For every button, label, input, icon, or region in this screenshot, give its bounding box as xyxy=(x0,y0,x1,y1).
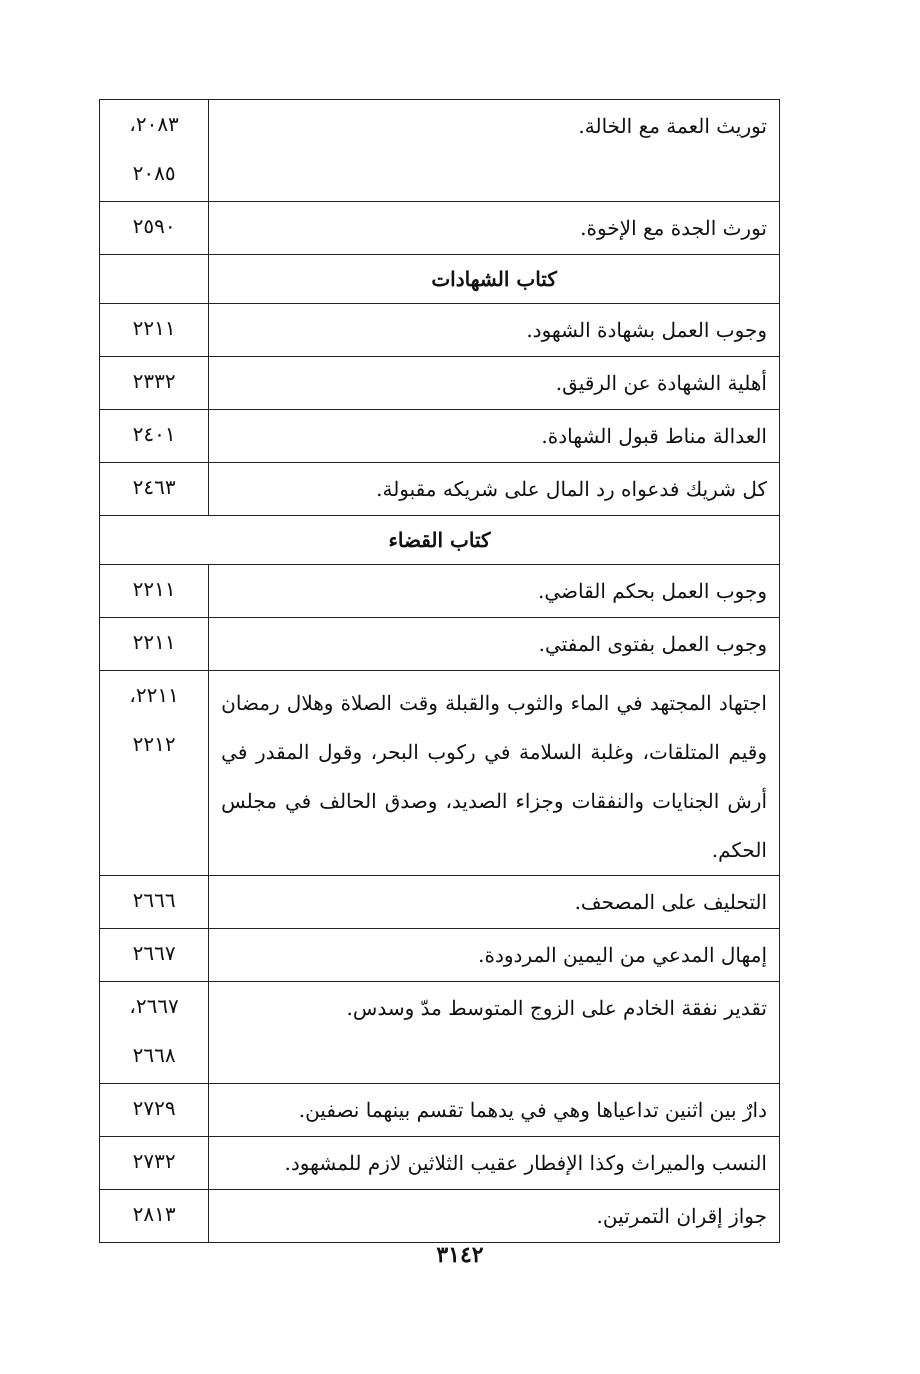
topic-cell: أهلية الشهادة عن الرقيق. xyxy=(209,357,780,410)
section-heading: كتاب الشهادات xyxy=(209,255,780,304)
table-row xyxy=(100,565,780,618)
section-heading-row xyxy=(100,516,780,565)
topic-cell: دارٌ بين اثنين تداعياها وهي في يدهما تقسم بينهما نصفين. xyxy=(209,1084,780,1137)
table-row xyxy=(100,410,780,463)
page-ref-cell xyxy=(100,410,209,463)
topic-cell: تورث الجدة مع الإخوة. xyxy=(209,202,780,255)
page-number: ٣١٤٢ xyxy=(436,1242,484,1268)
page-ref-cell xyxy=(100,202,209,255)
table-row xyxy=(100,304,780,357)
section-heading: كتاب القضاء xyxy=(100,516,780,565)
page-ref-cell xyxy=(100,671,209,876)
topic-cell: وجوب العمل بحكم القاضي. xyxy=(209,565,780,618)
page-ref-cell xyxy=(100,982,209,1084)
table-row xyxy=(100,357,780,410)
page-ref-cell xyxy=(100,1084,209,1137)
topic-cell: التحليف على المصحف. xyxy=(209,876,780,929)
page-ref: ٢٤٦٣ xyxy=(132,475,176,499)
table-row xyxy=(100,1084,780,1137)
page-ref-cell xyxy=(100,463,209,516)
table-row xyxy=(100,202,780,255)
section-heading-row xyxy=(100,255,780,304)
page-ref-cell xyxy=(100,618,209,671)
page-ref: ٢٧٣٢ xyxy=(132,1149,176,1173)
topic-cell: النسب والميراث وكذا الإفطار عقيب الثلاثين لازم للمشهود. xyxy=(209,1137,780,1190)
page-ref: ٢٠٨٥ xyxy=(132,161,176,185)
page-ref-cell xyxy=(100,100,209,202)
topic-cell: وجوب العمل بشهادة الشهود. xyxy=(209,304,780,357)
table-row xyxy=(100,876,780,929)
page-ref-cell xyxy=(100,565,209,618)
table-row xyxy=(100,1137,780,1190)
table-row xyxy=(100,618,780,671)
topic-cell: العدالة مناط قبول الشهادة. xyxy=(209,410,780,463)
page-ref: ٢٧٢٩ xyxy=(132,1096,176,1120)
topic-cell: توريث العمة مع الخالة. xyxy=(209,100,780,202)
page-ref: ٢٢١١ xyxy=(132,316,176,340)
topic-cell: تقدير نفقة الخادم على الزوج المتوسط مدّ وسدس. xyxy=(209,982,780,1084)
page-ref-cell xyxy=(100,357,209,410)
topic-cell: وجوب العمل بفتوى المفتي. xyxy=(209,618,780,671)
table-row xyxy=(100,982,780,1084)
page-ref: ٢٦٦٧، xyxy=(129,994,179,1018)
page-ref: ٢٢١٢ xyxy=(132,732,176,756)
page-ref: ٢٨١٣ xyxy=(132,1202,176,1226)
page-ref-cell xyxy=(100,1190,209,1243)
table-row xyxy=(100,929,780,982)
page-ref-cell xyxy=(100,304,209,357)
page-ref: ٢٦٦٨ xyxy=(132,1043,176,1067)
table-row xyxy=(100,671,780,876)
page-ref: ٢٢١١ xyxy=(132,630,176,654)
page-ref: ٢٥٩٠ xyxy=(132,214,176,238)
page-ref: ٢٦٦٦ xyxy=(132,888,176,912)
topic-cell: جواز إقران التمرتين. xyxy=(209,1190,780,1243)
page-ref-cell xyxy=(100,1137,209,1190)
table-row xyxy=(100,1190,780,1243)
page-ref-cell xyxy=(100,876,209,929)
topic-cell: اجتهاد المجتهد في الماء والثوب والقبلة وقت الصلاة وهلال رمضان وقيم المتلقات، وغلبة السلامة في ركوب البحر، وقول المقدر في أرش الجنايات والنفقات وجزاء الصديد، وصدق الحالف في مجلس الحكم. xyxy=(209,671,780,876)
index-table xyxy=(99,99,780,1243)
page-ref: ٢٢١١، xyxy=(129,683,179,707)
page-ref: ٢٣٣٢ xyxy=(132,369,176,393)
page-ref: ٢٦٦٧ xyxy=(132,941,176,965)
topic-cell: إمهال المدعي من اليمين المردودة. xyxy=(209,929,780,982)
table-row xyxy=(100,100,780,202)
page-ref-cell xyxy=(100,929,209,982)
page-ref: ٢٠٨٣، xyxy=(129,112,179,136)
page-ref: ٢٤٠١ xyxy=(132,422,176,446)
page-ref: ٢٢١١ xyxy=(132,577,176,601)
table-row xyxy=(100,463,780,516)
page-ref-cell-empty xyxy=(100,255,209,304)
topic-cell: كل شريك فدعواه رد المال على شريكه مقبولة. xyxy=(209,463,780,516)
